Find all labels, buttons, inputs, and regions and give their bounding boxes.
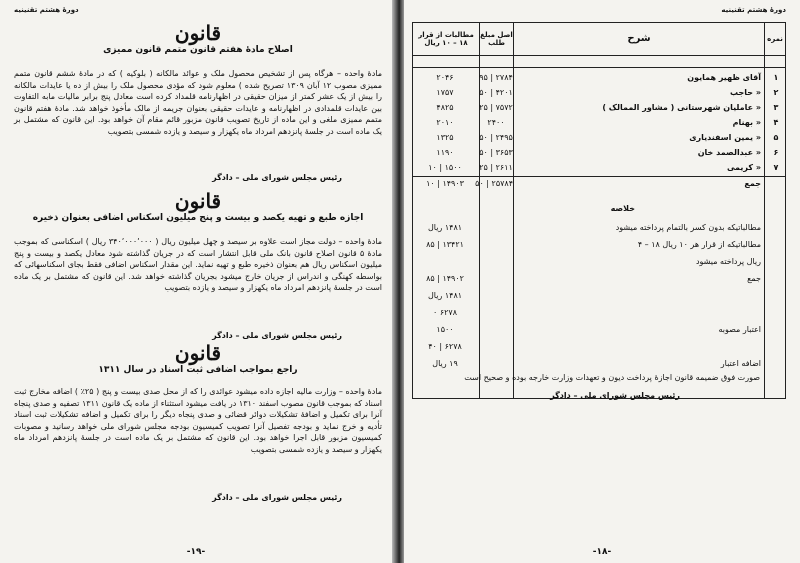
summary-desc: ریال پرداخته میشود	[695, 257, 761, 266]
summary-row	[413, 323, 785, 337]
summary-heading: خلاصه	[610, 204, 635, 213]
summary-value: ۱۹ ریال	[432, 359, 458, 368]
book-gutter	[392, 0, 404, 563]
summary-value: ۶۲۷۸ ۰	[432, 308, 458, 317]
summary-row	[413, 357, 785, 371]
law-1-subtitle: اصلاح مادهٔ هفتم قانون متمم قانون ممیزی	[103, 45, 293, 55]
cell-req: ۴۸۲۵	[436, 103, 454, 112]
cell-req: ۱۷۵۷	[436, 88, 454, 97]
law-3-subtitle: راجع بمواجب اضافی ثبت اسناد در سال ۱۳۱۱	[98, 365, 298, 375]
table-row	[413, 116, 785, 130]
summary-desc: اضافه اعتبار	[720, 359, 761, 368]
cell-no: ۴	[773, 118, 779, 127]
page-number-right: -۱۸-	[592, 547, 612, 557]
law-1-title: قانون	[174, 21, 222, 45]
cell-desc: « حاجب	[730, 88, 761, 97]
table-row	[413, 146, 785, 160]
header-orig: اصل مبلغ طلب	[480, 23, 513, 56]
cell-no	[769, 177, 783, 191]
law-3-signature-text: رئیس مجلس شورای ملی – دادگر	[212, 493, 342, 502]
header-no: نمره	[765, 23, 785, 56]
summary-desc: اعتبار مصوبه	[718, 325, 761, 334]
table-row	[413, 176, 785, 191]
summary-value: ۱۴۸۱ ریال	[427, 291, 463, 300]
running-header-right: دورهٔ هشتم تقنینیه	[721, 6, 786, 14]
summary-desc: جمع	[747, 274, 761, 283]
cell-req: ۱۴۹۰۳ | ۱۰	[426, 179, 464, 188]
table-row	[413, 131, 785, 145]
table-footer-signature: رئیس مجلس شورای ملی – دادگر	[550, 391, 680, 400]
law-2-signature	[14, 330, 382, 341]
cell-desc: آقای ظهیر همایون	[687, 73, 761, 82]
running-header-left: دورهٔ هشتم تقنینیه	[14, 6, 79, 14]
summary-desc	[531, 306, 761, 320]
summary-desc	[531, 289, 761, 303]
left-page	[0, 0, 392, 563]
law-1-body: مادهٔ واحده – هرگاه پس از تشخیص محصول ملک و عوائد مالکانه ( بلوکیه ) که در مادهٔ ششم قانون متمم ممیزی مصوب ۱۲ آبان ۱۳۰۹ تصریح شده ) معلوم شود که مؤدی محصول ملک را بیش از ده یا عایدات مالکانه را بیش از یک عشر کمتر از میزان حقیقی در اظهارنامه قلمداد کرده است معادل پنج برابر مالیات مابه التفاوت بین عایدات قلمدادی در اظهارنامه و عایدات حقیقی بعنوان جریمه از مالک مأخوذ خواهد شد. مادهٔ هفتم قانون متمم ممیزی ملغی و این ماده از تاریخ تصویب قانون مزبور قائم مقام آن خواهد بود. این قانون که مشتمل بر یک ماده است در جلسهٔ پانزدهم امرداد ماه یکهزار و سیصد و یازده شمسی بتصویب	[14, 69, 383, 136]
law-2-title: قانون	[174, 189, 222, 213]
cell-no: ۶	[773, 148, 779, 157]
summary-desc	[531, 340, 761, 354]
summary-desc: مطالباتیکه بدون کسر بالتمام پرداخته میشود	[615, 223, 761, 232]
summary-value: ۱۴۹۰۲ | ۸۵	[426, 274, 464, 283]
cell-no: ۷	[773, 163, 779, 172]
cell-req: ۱۳۲۵	[436, 133, 454, 142]
law-2-heading	[14, 190, 382, 224]
cell-desc: « بهنام	[732, 118, 761, 127]
table-row	[413, 161, 785, 175]
law-3-signature	[14, 492, 382, 503]
cell-desc: « کریمی	[726, 163, 761, 172]
table-row	[413, 101, 785, 115]
table-row	[413, 86, 785, 100]
header-rule	[413, 55, 785, 68]
cell-orig: ۴۲۰۱ | ۵۰	[479, 88, 513, 97]
cell-desc: جمع	[744, 179, 761, 188]
law-2-subtitle: اجازه طبع و تهیه یکصد و بیست و پنج میلیون اسکناس اضافی بعنوان ذخیره	[32, 213, 364, 223]
cell-orig: ۲۶۱۱ | ۲۵	[479, 163, 513, 172]
cell-req: ۲۰۴۶	[436, 73, 454, 82]
law-2-signature-text: رئیس مجلس شورای ملی – دادگر	[212, 331, 342, 340]
header-req: مطالبات از قرار ۱۸ – ۱۰ ریال	[413, 23, 479, 56]
cell-req: ۱۵۰۰ | ۱۰	[428, 163, 462, 172]
cell-desc: « یمین اسفندیاری	[689, 133, 761, 142]
cell-orig: ۲۷۸۴ | ۹۵	[479, 73, 513, 82]
cell-no: ۳	[773, 103, 779, 112]
cell-orig: ۲۵۷۸۴ | ۵۰	[475, 179, 513, 188]
summary-row	[413, 221, 785, 235]
summary-value	[413, 255, 477, 269]
cell-no: ۱	[773, 73, 779, 82]
header-desc: شرح	[514, 23, 764, 56]
cell-no: ۲	[773, 88, 779, 97]
law-1-heading	[14, 22, 382, 56]
summary-value: ۱۴۸۱ ریال	[427, 223, 463, 232]
cell-req: ۲۰۱۰	[436, 118, 454, 127]
cell-req: ۱۱۹۰	[436, 148, 454, 157]
law-1-signature	[14, 172, 382, 183]
table-footer-text: صورت فوق ضمیمه قانون اجازهٔ پرداخت دیون و تعهدات وزارت خارجه بوده و صحیح است	[464, 373, 760, 382]
summary-desc: مطالباتیکه از قرار هر ۱۰ ریال ۱۸ – ۴	[637, 240, 761, 249]
summary-row	[413, 340, 785, 354]
right-page	[404, 0, 800, 563]
cell-orig: ۲۴۹۵ | ۵۰	[479, 133, 513, 142]
table-row	[413, 71, 785, 85]
cell-orig: ۷۵۷۲ | ۲۵	[479, 103, 513, 112]
summary-row	[413, 238, 785, 252]
summary-row	[413, 255, 785, 269]
summary-row	[413, 306, 785, 320]
cell-orig: ۲۴۰۰	[487, 118, 505, 127]
page-number-left: -۱۹-	[186, 547, 206, 557]
summary-value: ۱۵۰۰	[436, 325, 454, 334]
cell-desc: « عبدالصمد خان	[697, 148, 761, 157]
law-2-body: مادهٔ واحده – دولت مجاز است علاوه بر سیصد و چهل میلیون ریال ( ۳۴۰٬۰۰۰٬۰۰۰ ریال ) اسکناسی که بموجب مادهٔ ۵ قانون اصلاح قانون بانک ملی قابل انتشار است که در جریان گذاشته شود معادل یکصد و بیست و پنج میلیون اسکناس ریال هم بعنوان ذخیره طبع و تهیه نماید. این مقدار اسکناس اضافی فقط بجای اسکناسهائی که بواسطه کهنگی و اندراس از جریان خارج میشود بجریان گذاشته خواهد شد. این قانون که مشتمل بر یک ماده است در جلسهٔ پانزدهم امرداد ماه یکهزار و سیصد و یازده بتصویب	[14, 237, 383, 293]
summary-row	[413, 272, 785, 286]
cell-no: ۵	[773, 133, 779, 142]
summary-row	[413, 289, 785, 303]
cell-orig: ۳۶۵۳ | ۵۰	[479, 148, 513, 157]
summary-value: ۶۲۷۸ | ۴۰	[428, 342, 462, 351]
cell-desc: « عاملیان شهرستانی ( مشاور الممالک )	[602, 103, 761, 112]
budget-table	[412, 22, 786, 399]
law-1-signature-text: رئیس مجلس شورای ملی – دادگر	[212, 173, 342, 182]
summary-value: ۱۳۴۲۱ | ۸۵	[426, 240, 464, 249]
law-3-heading	[14, 342, 382, 376]
law-3-body: مادهٔ واحده – وزارت مالیه اجازه داده میشود عوائدی را که از محل صدی بیست و پنج ( ۲۵٪ ) اضافه مخارج ثبت اسناد که بموجب قانون مصوب اسفند ۱۳۱۰ در یافت میشود استثناء از ماده یک قانون ۱۳۱۱ تصفیه و صدی پنجاه آنرا برای تکمیل و اضافهٔ تشکیلات دوائر قضائی و صدی پنجاه دیگر را برای تکمیل و اضافه تشکیلات ثبت اسناد تأدیه و خرج نماید و بودجه تفصیل آنرا تصویب کمیسیون بودجه مجلس شورای ملی خواهد رسانید و مصوبات کمیسیون مزبور قابل اجرا خواهد بود. این قانون که مشتمل بر یک ماده است در جلسهٔ پانزدهم امرداد ماه یکهزار و سیصد و یازده شمسی بتصویب	[14, 387, 383, 454]
law-3-title: قانون	[174, 341, 222, 365]
